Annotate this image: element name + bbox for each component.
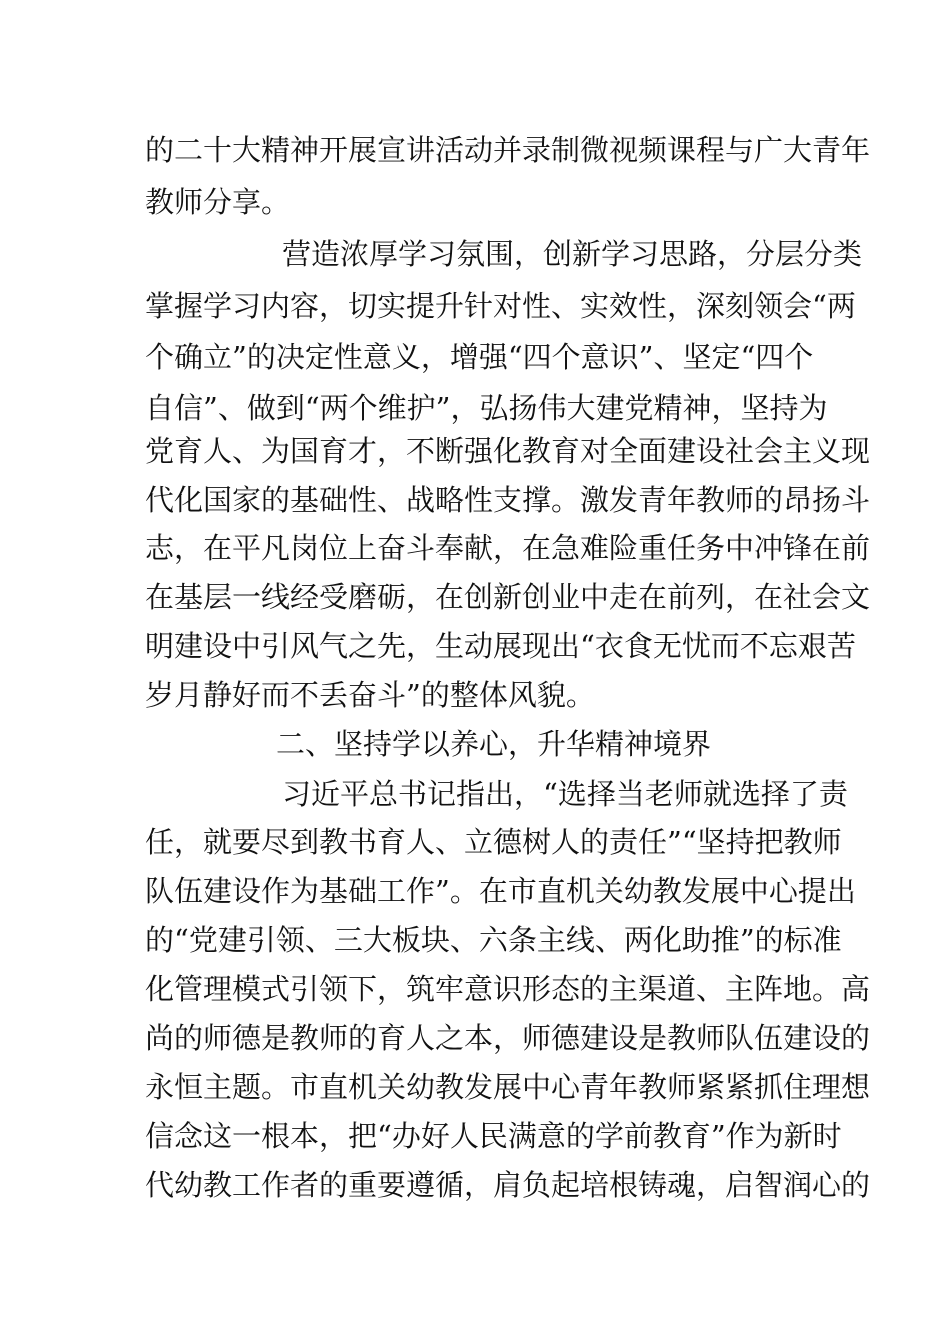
text-line: 的二十大精神开展宣讲活动并录制微视频课程与广大青年 bbox=[145, 133, 871, 167]
text-line: 尚的师德是教师的育人之本，师德建设是教师队伍建设的 bbox=[145, 1021, 871, 1055]
text-line: 掌握学习内容，切实提升针对性、实效性，深刻领会“两 bbox=[145, 289, 856, 323]
text-line: 代幼教工作者的重要遵循，肩负起培根铸魂，启智润心的 bbox=[145, 1168, 871, 1202]
text-line: 党育人、为国育才，不断强化教育对全面建设社会主义现 bbox=[145, 434, 871, 468]
text-line: 岁月静好而不丢奋斗”的整体风貌。 bbox=[145, 678, 595, 712]
text-line: 的“党建引领、三大板块、六条主线、两化助推”的标准 bbox=[145, 923, 842, 957]
text-line: 化管理模式引领下，筑牢意识形态的主渠道、主阵地。高 bbox=[145, 972, 871, 1006]
text-line: 个确立”的决定性意义，增强“四个意识”、坚定“四个 bbox=[145, 340, 814, 374]
text-line: 志，在平凡岗位上奋斗奉献，在急难险重任务中冲锋在前 bbox=[145, 531, 871, 565]
text-line: 习近平总书记指出，“选择当老师就选择了责 bbox=[282, 777, 848, 811]
text-line: 代化国家的基础性、战略性支撑。激发青年教师的昂扬斗 bbox=[145, 483, 871, 517]
text-line: 永恒主题。市直机关幼教发展中心青年教师紧紧抓住理想 bbox=[145, 1070, 871, 1104]
text-line: 营造浓厚学习氛围，创新学习思路，分层分类 bbox=[282, 237, 863, 271]
text-line: 教师分享。 bbox=[145, 185, 291, 219]
text-line: 在基层一线经受磨砺，在创新创业中走在前列，在社会文 bbox=[145, 580, 871, 614]
text-line: 明建设中引风气之先，生动展现出“衣食无忧而不忘艰苦 bbox=[145, 629, 856, 663]
section-heading: 二、坚持学以养心，升华精神境界 bbox=[276, 727, 712, 761]
text-line: 队伍建设作为基础工作”。在市直机关幼教发展中心提出 bbox=[145, 874, 856, 908]
text-line: 任，就要尽到教书育人、立德树人的责任”“坚持把教师 bbox=[145, 825, 842, 859]
text-line: 自信”、做到“两个维护”，弘扬伟大建党精神，坚持为 bbox=[145, 391, 828, 425]
text-line: 信念这一根本，把“办好人民满意的学前教育”作为新时 bbox=[145, 1119, 842, 1153]
